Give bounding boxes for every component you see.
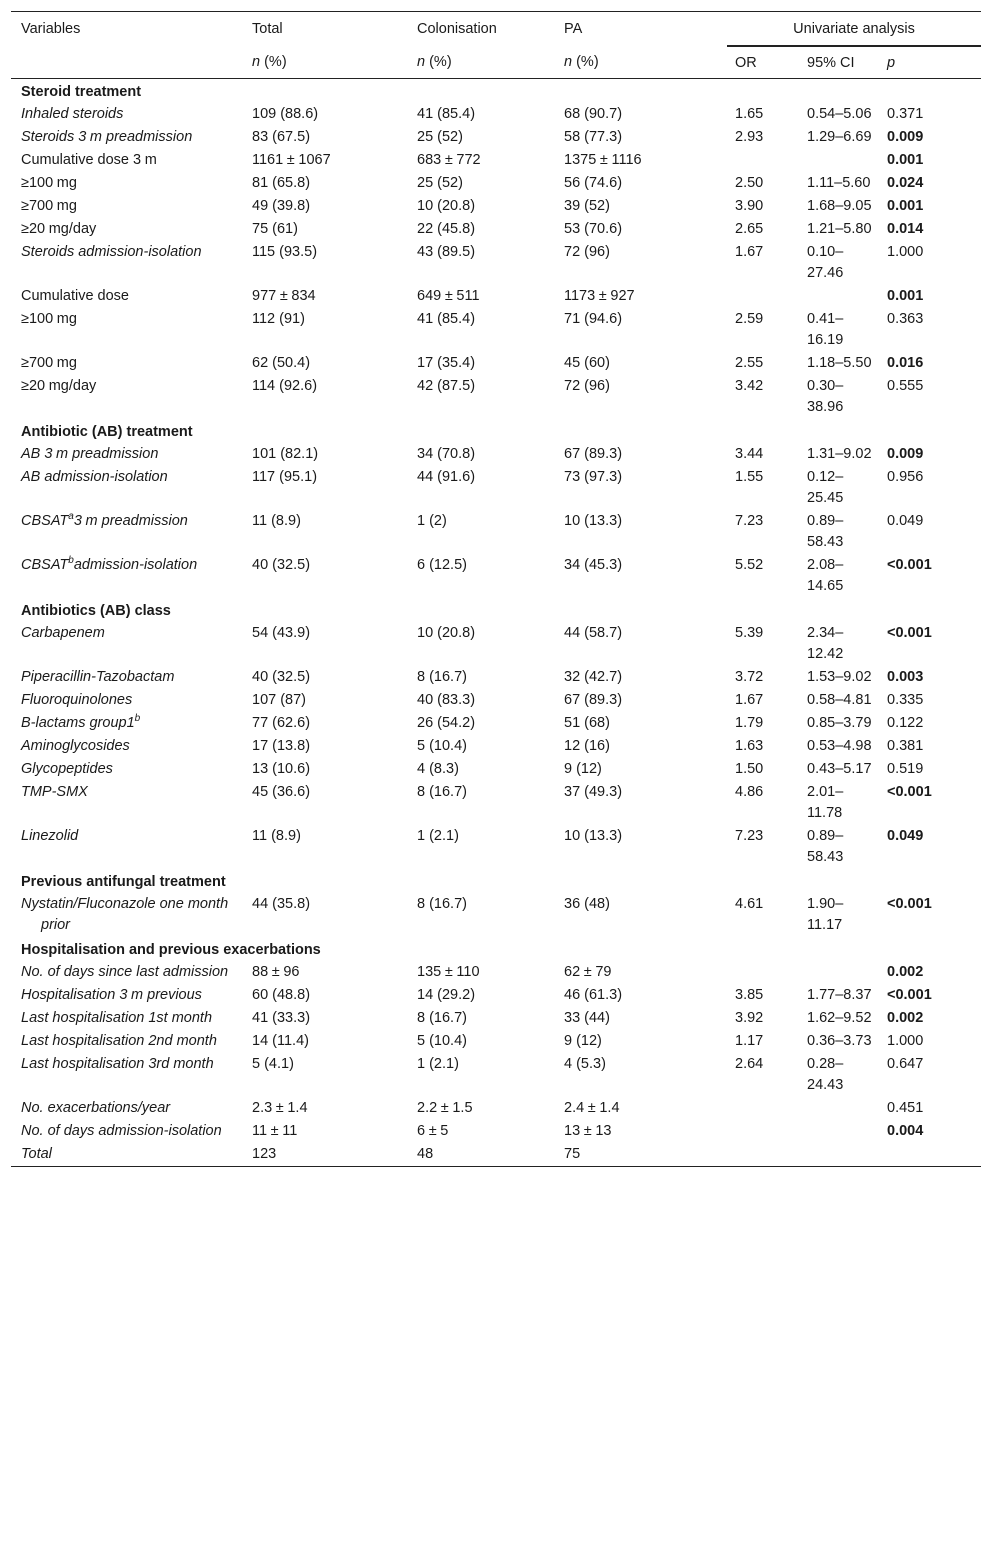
table-row: [11, 510, 981, 554]
cell-pa: 51 (68): [564, 715, 610, 731]
row-label: AB 3 m preadmission: [21, 446, 159, 462]
cell-colonisation: 25 (52): [417, 175, 463, 191]
cell-p: 1.000: [887, 1033, 924, 1049]
cell-total: 49 (39.8): [252, 198, 311, 214]
header-univariate: Univariate analysis: [727, 12, 981, 47]
row-label: Nystatin/Fluconazole one month prior: [21, 896, 229, 933]
cell-or: 2.59: [735, 311, 764, 327]
cell-total: 1161 ± 1067: [252, 152, 331, 168]
cell-colonisation: 10 (20.8): [417, 625, 476, 641]
cell-total: 107 (87): [252, 692, 307, 708]
cell-colonisation: 42 (87.5): [417, 378, 476, 394]
cell-or: [727, 961, 807, 984]
cell-p: 0.519: [887, 761, 924, 777]
cell-p: [887, 1143, 981, 1167]
cell-colonisation: 683 ± 772: [417, 152, 481, 168]
cell-total: 117 (95.1): [252, 469, 318, 485]
row-label: B-lactams group1$^b$: [21, 713, 141, 731]
cell-ci: 1.53–9.02: [807, 669, 872, 685]
cell-total: 81 (65.8): [252, 175, 311, 191]
cell-colonisation: 4 (8.3): [417, 761, 459, 777]
cell-pa: 72 (96): [564, 244, 610, 260]
header-n-total: n (%): [252, 46, 417, 79]
cell-pa: 34 (45.3): [564, 557, 623, 573]
cell-ci: 0.12–25.45: [807, 469, 844, 506]
cell-or: 1.67: [735, 244, 764, 260]
cell-or: 3.92: [735, 1010, 764, 1026]
cell-colonisation: 17 (35.4): [417, 355, 476, 371]
cell-colonisation: 34 (70.8): [417, 446, 476, 462]
cell-total: 17 (13.8): [252, 738, 311, 754]
cell-pa: 58 (77.3): [564, 129, 623, 145]
section-title: Antibiotics (AB) class: [21, 603, 171, 619]
row-label: Last hospitalisation 1st month: [21, 1010, 213, 1026]
table-row: [11, 149, 981, 172]
cell-p: 0.363: [887, 311, 924, 327]
cell-p: 0.381: [887, 738, 924, 754]
cell-p: <0.001: [887, 557, 932, 573]
cell-or: 2.55: [735, 355, 764, 371]
cell-or: 5.52: [735, 557, 764, 573]
cell-or: 1.63: [735, 738, 764, 754]
cell-total: 109 (88.6): [252, 106, 319, 122]
cell-colonisation: 41 (85.4): [417, 311, 476, 327]
section-header-row: [11, 598, 981, 622]
cell-or: [727, 1097, 807, 1120]
row-label: CBSAT$^b$admission-isolation: [21, 555, 198, 573]
table-row: [11, 308, 981, 352]
cell-pa: 36 (48): [564, 896, 610, 912]
cell-pa: 39 (52): [564, 198, 610, 214]
cell-p: 0.049: [887, 828, 924, 844]
table-row: [11, 1120, 981, 1143]
cell-pa: 10 (13.3): [564, 513, 623, 529]
cell-colonisation: 2.2 ± 1.5: [417, 1100, 473, 1116]
table-row: [11, 622, 981, 666]
cell-total: 11 (8.9): [252, 828, 301, 844]
section-header-row: [11, 869, 981, 893]
row-label: Cumulative dose: [21, 288, 129, 304]
cell-ci: 1.90–11.17: [807, 896, 844, 933]
cell-p: 0.001: [887, 288, 924, 304]
cell-ci: 0.58–4.81: [807, 692, 872, 708]
row-label: ≥20 mg/day: [21, 221, 97, 237]
cell-ci: 0.54–5.06: [807, 106, 872, 122]
cell-total: 41 (33.3): [252, 1010, 311, 1026]
row-label: ≥700 mg: [21, 198, 77, 214]
cell-total: 13 (10.6): [252, 761, 311, 777]
cell-total: 75 (61): [252, 221, 298, 237]
cell-ci: 1.11–5.60: [807, 175, 871, 191]
row-label: Total: [11, 1143, 252, 1167]
cell-colonisation: 44 (91.6): [417, 469, 476, 485]
cell-or: 3.90: [735, 198, 764, 214]
cell-pa: 72 (96): [564, 378, 610, 394]
cell-p: <0.001: [887, 625, 932, 641]
cell-or: [727, 1120, 807, 1143]
table-body: [11, 79, 981, 1167]
header-p: p: [887, 46, 981, 79]
cell-p: <0.001: [887, 987, 932, 1003]
cell-pa: 2.4 ± 1.4: [564, 1100, 620, 1116]
section-title: Hospitalisation and previous exacerbations: [21, 942, 321, 958]
cell-ci: [807, 1143, 887, 1167]
cell-ci: 0.10–27.46: [807, 244, 844, 281]
cell-p: 0.371: [887, 106, 924, 122]
cell-or: 3.42: [735, 378, 764, 394]
results-table: [11, 11, 981, 1167]
cell-colonisation: 41 (85.4): [417, 106, 476, 122]
table-row: [11, 1007, 981, 1030]
cell-total: 77 (62.6): [252, 715, 311, 731]
cell-p: 0.451: [887, 1100, 924, 1116]
row-label: Fluoroquinolones: [21, 692, 133, 708]
cell-p: 0.014: [887, 221, 924, 237]
cell-ci: 1.68–9.05: [807, 198, 872, 214]
cell-total: 54 (43.9): [252, 625, 311, 641]
cell-total: 115 (93.5): [252, 244, 318, 260]
table-row: [11, 893, 981, 937]
cell-or: [727, 149, 807, 172]
cell-colonisation: 649 ± 511: [417, 288, 480, 304]
table-row: [11, 825, 981, 869]
cell-p: 0.122: [887, 715, 924, 731]
cell-pa: 73 (97.3): [564, 469, 623, 485]
row-label: ≥700 mg: [21, 355, 77, 371]
header-n-colonisation: n (%): [417, 46, 564, 79]
cell-colonisation: 14 (29.2): [417, 987, 476, 1003]
cell-ci: [807, 1120, 887, 1143]
section-header-row: [11, 419, 981, 443]
cell-pa: 32 (42.7): [564, 669, 623, 685]
row-label: Last hospitalisation 3rd month: [21, 1056, 214, 1072]
cell-pa: 53 (70.6): [564, 221, 623, 237]
cell-total: 5 (4.1): [252, 1056, 294, 1072]
row-label: No. of days since last admission: [21, 964, 229, 980]
cell-ci: [807, 285, 887, 308]
results-table-container: [11, 11, 981, 1167]
row-label: Last hospitalisation 2nd month: [21, 1033, 217, 1049]
cell-or: 3.44: [735, 446, 764, 462]
cell-or: [727, 285, 807, 308]
header-n-pa: n (%): [564, 46, 727, 79]
cell-total: 977 ± 834: [252, 288, 316, 304]
cell-p: 0.002: [887, 1010, 924, 1026]
cell-total: 40 (32.5): [252, 669, 311, 685]
cell-total: 114 (92.6): [252, 378, 318, 394]
cell-ci: 0.36–3.73: [807, 1033, 872, 1049]
table-row: [11, 1143, 981, 1167]
cell-pa: 37 (49.3): [564, 784, 623, 800]
cell-p: <0.001: [887, 784, 932, 800]
row-label: No. of days admission-isolation: [21, 1123, 222, 1139]
cell-pa: 33 (44): [564, 1010, 610, 1026]
cell-or: [727, 1143, 807, 1167]
row-label: ≥20 mg/day: [21, 378, 97, 394]
cell-colonisation: 135 ± 110: [417, 964, 480, 980]
row-label: Carbapenem: [21, 625, 105, 641]
table-row: [11, 554, 981, 598]
table-row: [11, 666, 981, 689]
row-label: ≥100 mg: [21, 175, 77, 191]
cell-p: 0.001: [887, 198, 924, 214]
cell-ci: 1.62–9.52: [807, 1010, 872, 1026]
section-title: Previous antifungal treatment: [21, 874, 226, 890]
cell-ci: 2.01–11.78: [807, 784, 844, 821]
cell-p: 0.016: [887, 355, 924, 371]
table-row: [11, 1053, 981, 1097]
cell-p: 1.000: [887, 244, 924, 260]
cell-colonisation: 22 (45.8): [417, 221, 476, 237]
cell-or: 5.39: [735, 625, 764, 641]
row-label: Aminoglycosides: [21, 738, 130, 754]
cell-pa: 1375 ± 1116: [564, 152, 642, 168]
row-label: AB admission-isolation: [21, 469, 168, 485]
cell-pa: 67 (89.3): [564, 692, 623, 708]
row-label: No. exacerbations/year: [21, 1100, 171, 1116]
cell-p: 0.009: [887, 129, 924, 145]
cell-total: 123: [252, 1143, 417, 1167]
cell-ci: 0.28–24.43: [807, 1056, 844, 1093]
cell-p: 0.002: [887, 964, 924, 980]
cell-or: 2.50: [735, 175, 764, 191]
cell-ci: 0.43–5.17: [807, 761, 872, 777]
cell-total: 83 (67.5): [252, 129, 311, 145]
cell-total: 62 (50.4): [252, 355, 311, 371]
header-row-1: [11, 12, 981, 47]
cell-p: 0.956: [887, 469, 924, 485]
cell-total: 112 (91): [252, 311, 305, 327]
header-variables: Variables: [11, 12, 252, 47]
cell-total: 88 ± 96: [252, 964, 300, 980]
row-label: TMP-SMX: [21, 784, 88, 800]
cell-pa: 12 (16): [564, 738, 610, 754]
cell-ci: 0.30–38.96: [807, 378, 844, 415]
cell-colonisation: 40 (83.3): [417, 692, 476, 708]
cell-pa: 56 (74.6): [564, 175, 623, 191]
table-row: [11, 712, 981, 735]
cell-pa: 62 ± 79: [564, 964, 612, 980]
table-row: [11, 466, 981, 510]
cell-or: 1.67: [735, 692, 764, 708]
cell-total: 44 (35.8): [252, 896, 311, 912]
cell-total: 14 (11.4): [252, 1033, 309, 1049]
cell-ci: [807, 149, 887, 172]
cell-p: 0.004: [887, 1123, 924, 1139]
row-label: CBSAT$^a$3 m preadmission: [21, 511, 188, 529]
table-row: [11, 375, 981, 419]
row-label: Linezolid: [21, 828, 79, 844]
cell-pa: 1173 ± 927: [564, 288, 635, 304]
row-label: ≥100 mg: [21, 311, 77, 327]
cell-ci: 1.21–5.80: [807, 221, 872, 237]
cell-or: 7.23: [735, 828, 764, 844]
cell-or: 3.85: [735, 987, 764, 1003]
cell-ci: 2.08–14.65: [807, 557, 844, 594]
cell-pa: 13 ± 13: [564, 1123, 612, 1139]
cell-or: 2.65: [735, 221, 764, 237]
cell-pa: 67 (89.3): [564, 446, 623, 462]
row-label: Piperacillin-Tazobactam: [21, 669, 175, 685]
cell-or: 4.61: [735, 896, 764, 912]
cell-total: 45 (36.6): [252, 784, 311, 800]
cell-p: 0.024: [887, 175, 924, 191]
cell-ci: 0.89–58.43: [807, 513, 844, 550]
table-row: [11, 285, 981, 308]
cell-colonisation: 8 (16.7): [417, 784, 467, 800]
cell-or: 1.55: [735, 469, 764, 485]
section-header-row: [11, 937, 981, 961]
cell-colonisation: 25 (52): [417, 129, 463, 145]
cell-or: 7.23: [735, 513, 764, 529]
table-row: [11, 1097, 981, 1120]
section-title: Antibiotic (AB) treatment: [21, 424, 193, 440]
cell-total: 2.3 ± 1.4: [252, 1100, 308, 1116]
cell-total: 11 ± 11: [252, 1123, 298, 1139]
cell-colonisation: 6 ± 5: [417, 1123, 449, 1139]
cell-colonisation: 5 (10.4): [417, 738, 467, 754]
cell-p: 0.003: [887, 669, 924, 685]
cell-colonisation: 8 (16.7): [417, 1010, 467, 1026]
cell-ci: 1.18–5.50: [807, 355, 872, 371]
cell-total: 40 (32.5): [252, 557, 311, 573]
table-row: [11, 443, 981, 466]
row-label: Steroids 3 m preadmission: [21, 129, 193, 145]
table-row: [11, 1030, 981, 1053]
cell-p: 0.647: [887, 1056, 924, 1072]
header-ci: 95% CI: [807, 46, 887, 79]
cell-total: 101 (82.1): [252, 446, 319, 462]
table-row: [11, 781, 981, 825]
table-row: [11, 961, 981, 984]
cell-ci: 0.41–16.19: [807, 311, 844, 348]
cell-pa: 71 (94.6): [564, 311, 623, 327]
cell-p: 0.009: [887, 446, 924, 462]
cell-colonisation: 6 (12.5): [417, 557, 467, 573]
cell-colonisation: 10 (20.8): [417, 198, 476, 214]
row-label: Inhaled steroids: [21, 106, 124, 122]
cell-or: 2.64: [735, 1056, 764, 1072]
cell-pa: 46 (61.3): [564, 987, 623, 1003]
header-colonisation: Colonisation: [417, 12, 564, 47]
section-header-row: [11, 79, 981, 104]
cell-ci: 0.89–58.43: [807, 828, 844, 865]
header-or: OR: [727, 46, 807, 79]
cell-ci: 1.29–6.69: [807, 129, 872, 145]
table-row: [11, 758, 981, 781]
cell-ci: [807, 961, 887, 984]
cell-p: 0.049: [887, 513, 924, 529]
cell-or: 4.86: [735, 784, 764, 800]
cell-pa: 10 (13.3): [564, 828, 623, 844]
cell-colonisation: 1 (2): [417, 513, 447, 529]
cell-or: 1.17: [735, 1033, 764, 1049]
cell-pa: 4 (5.3): [564, 1056, 606, 1072]
cell-pa: 9 (12): [564, 761, 602, 777]
cell-p: 0.001: [887, 152, 924, 168]
cell-pa: 9 (12): [564, 1033, 602, 1049]
table-row: [11, 984, 981, 1007]
cell-pa: 75: [564, 1143, 727, 1167]
cell-ci: 0.85–3.79: [807, 715, 872, 731]
section-title: Steroid treatment: [21, 84, 142, 100]
cell-or: 2.93: [735, 129, 764, 145]
cell-or: 1.65: [735, 106, 764, 122]
cell-ci: 1.77–8.37: [807, 987, 872, 1003]
table-row: [11, 689, 981, 712]
cell-pa: 68 (90.7): [564, 106, 623, 122]
table-row: [11, 735, 981, 758]
cell-colonisation: 48: [417, 1143, 564, 1167]
cell-colonisation: 26 (54.2): [417, 715, 476, 731]
cell-ci: 1.31–9.02: [807, 446, 872, 462]
header-total: Total: [252, 12, 417, 47]
row-label: Hospitalisation 3 m previous: [21, 987, 202, 1003]
cell-pa: 44 (58.7): [564, 625, 623, 641]
cell-ci: 2.34–12.42: [807, 625, 844, 662]
cell-total: 60 (48.8): [252, 987, 311, 1003]
table-row: [11, 103, 981, 126]
table-row: [11, 195, 981, 218]
cell-p: <0.001: [887, 896, 932, 912]
cell-p: 0.555: [887, 378, 924, 394]
table-row: [11, 218, 981, 241]
cell-colonisation: 1 (2.1): [417, 828, 459, 844]
table-row: [11, 352, 981, 375]
header-pa: PA: [564, 12, 727, 47]
table-row: [11, 241, 981, 285]
cell-ci: 0.53–4.98: [807, 738, 872, 754]
cell-colonisation: 43 (89.5): [417, 244, 476, 260]
table-row: [11, 172, 981, 195]
row-label: Cumulative dose 3 m: [21, 152, 157, 168]
cell-colonisation: 5 (10.4): [417, 1033, 467, 1049]
cell-p: 0.335: [887, 692, 924, 708]
cell-colonisation: 1 (2.1): [417, 1056, 459, 1072]
header-row-2: [11, 46, 981, 79]
cell-or: 1.50: [735, 761, 764, 777]
cell-colonisation: 8 (16.7): [417, 669, 467, 685]
cell-total: 11 (8.9): [252, 513, 301, 529]
cell-pa: 45 (60): [564, 355, 610, 371]
cell-ci: [807, 1097, 887, 1120]
cell-colonisation: 8 (16.7): [417, 896, 467, 912]
row-label: Steroids admission-isolation: [21, 244, 202, 260]
row-label: Glycopeptides: [21, 761, 113, 777]
cell-or: 3.72: [735, 669, 764, 685]
table-row: [11, 126, 981, 149]
cell-or: 1.79: [735, 715, 764, 731]
